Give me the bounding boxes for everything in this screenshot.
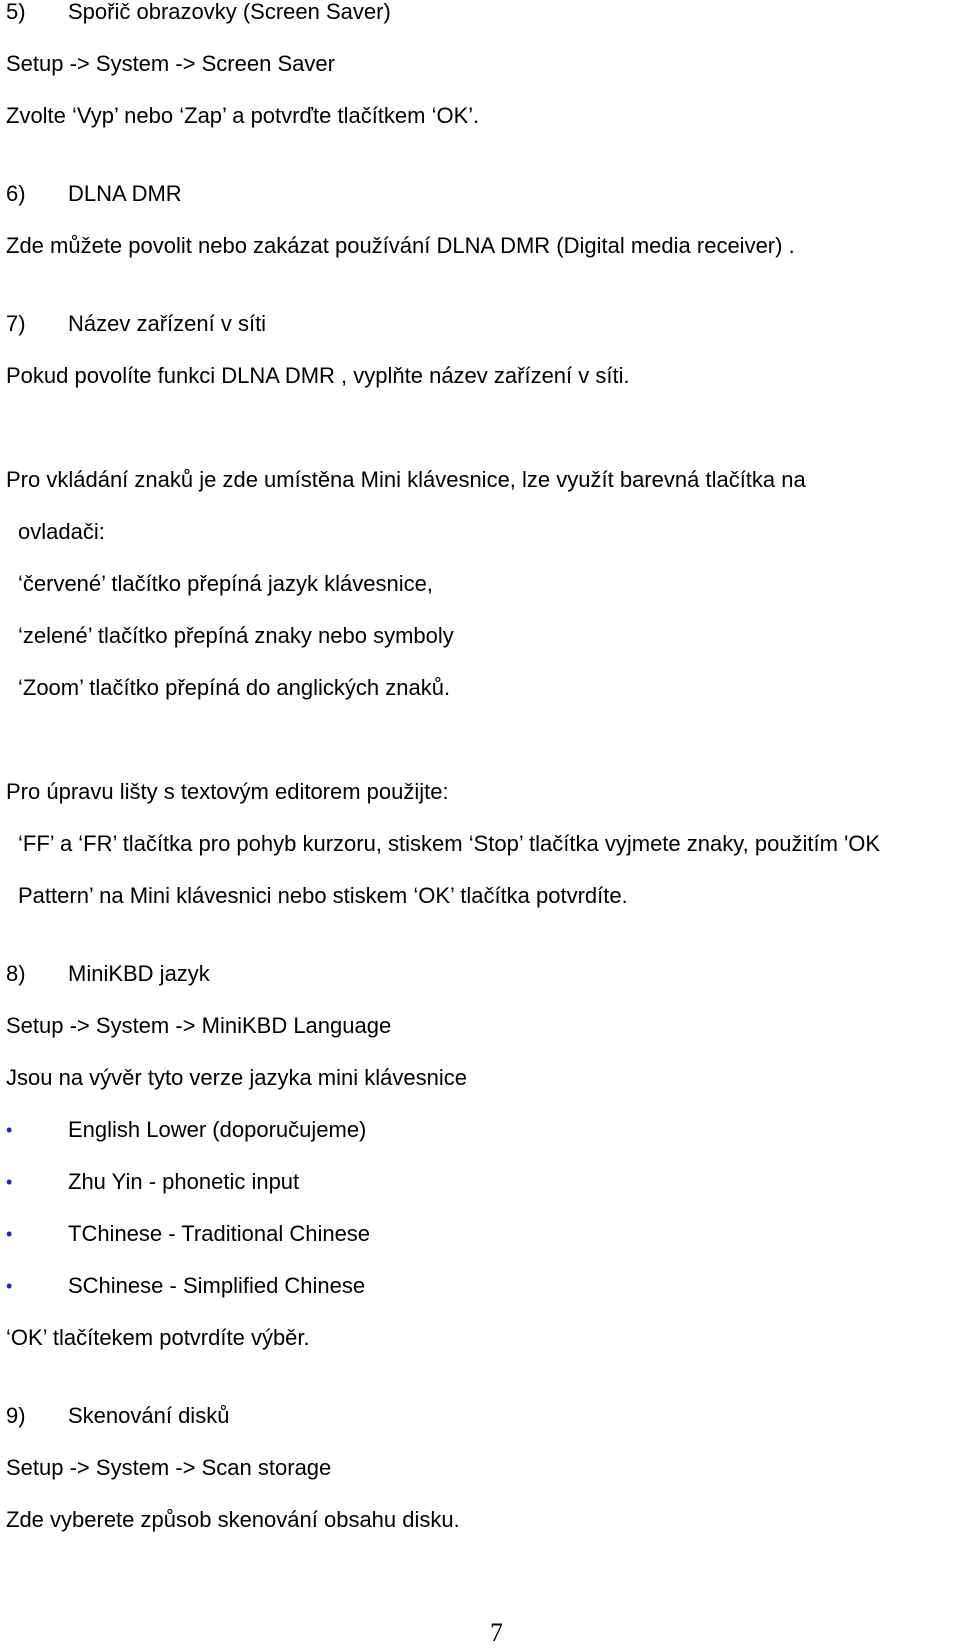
section-7-title: Název zařízení v síti	[68, 311, 267, 336]
section-8-text: Jsou na vývěr tyto verze jazyka mini klávesnice	[6, 1065, 467, 1090]
bullet-icon: •	[6, 1120, 13, 1140]
keyboard-red-button-text: ‘červené’ tlačítko přepíná jazyk klávesnice,	[18, 571, 433, 596]
section-7-text: Pokud povolíte funkci DLNA DMR , vyplňte název zařízení v síti.	[6, 363, 630, 388]
section-9-text: Zde vyberete způsob skenování obsahu disku.	[6, 1507, 460, 1532]
section-5-title: Spořič obrazovky (Screen Saver)	[68, 0, 391, 24]
keyboard-zoom-button-text: ‘Zoom’ tlačítko přepíná do anglických znaků.	[18, 675, 451, 700]
editor-line-1: ‘FF’ a ‘FR’ tlačítka pro pohyb kurzoru, stiskem ‘Stop’ tlačítka vyjmete znaky, použitím 'OK	[18, 831, 881, 856]
language-option-label: TChinese - Traditional Chinese	[68, 1221, 371, 1246]
bullet-icon: •	[6, 1224, 13, 1244]
language-option-label: SChinese - Simplified Chinese	[68, 1273, 366, 1298]
section-7-number: 7)	[6, 311, 26, 336]
section-8-path: Setup -> System -> MiniKBD Language	[6, 1013, 392, 1038]
bullet-icon: •	[6, 1276, 13, 1296]
page-number: 7	[490, 1618, 503, 1647]
section-8-confirm: ‘OK’ tlačítekem potvrdíte výběr.	[6, 1325, 310, 1350]
language-option-label: Zhu Yin - phonetic input	[68, 1169, 300, 1194]
editor-intro: Pro úpravu lišty s textovým editorem použijte:	[6, 779, 449, 804]
section-6-number: 6)	[6, 181, 26, 206]
keyboard-green-button-text: ‘zelené’ tlačítko přepíná znaky nebo symboly	[18, 623, 454, 648]
section-5-number: 5)	[6, 0, 26, 24]
section-8-title: MiniKBD jazyk	[68, 961, 210, 986]
keyboard-intro-line-2: ovladači:	[18, 519, 105, 544]
section-5-path: Setup -> System -> Screen Saver	[6, 51, 335, 76]
section-9-title: Skenování disků	[68, 1403, 230, 1428]
section-9-path: Setup -> System -> Scan storage	[6, 1455, 332, 1480]
keyboard-intro-line-1: Pro vkládání znaků je zde umístěna Mini klávesnice, lze využít barevná tlačítka na	[6, 467, 806, 492]
section-9-number: 9)	[6, 1403, 26, 1428]
bullet-icon: •	[6, 1172, 13, 1192]
section-6-title: DLNA DMR	[68, 181, 182, 206]
language-option-label: English Lower (doporučujeme)	[68, 1117, 367, 1142]
editor-line-2: Pattern’ na Mini klávesnici nebo stiskem ‘OK’ tlačítka potvrdíte.	[18, 883, 628, 908]
section-8-number: 8)	[6, 961, 26, 986]
section-6-text: Zde můžete povolit nebo zakázat používání DLNA DMR (Digital media receiver) .	[6, 233, 795, 258]
section-5-text: Zvolte ‘Vyp’ nebo ‘Zap’ a potvrďte tlačítkem ‘OK’.	[6, 103, 480, 128]
